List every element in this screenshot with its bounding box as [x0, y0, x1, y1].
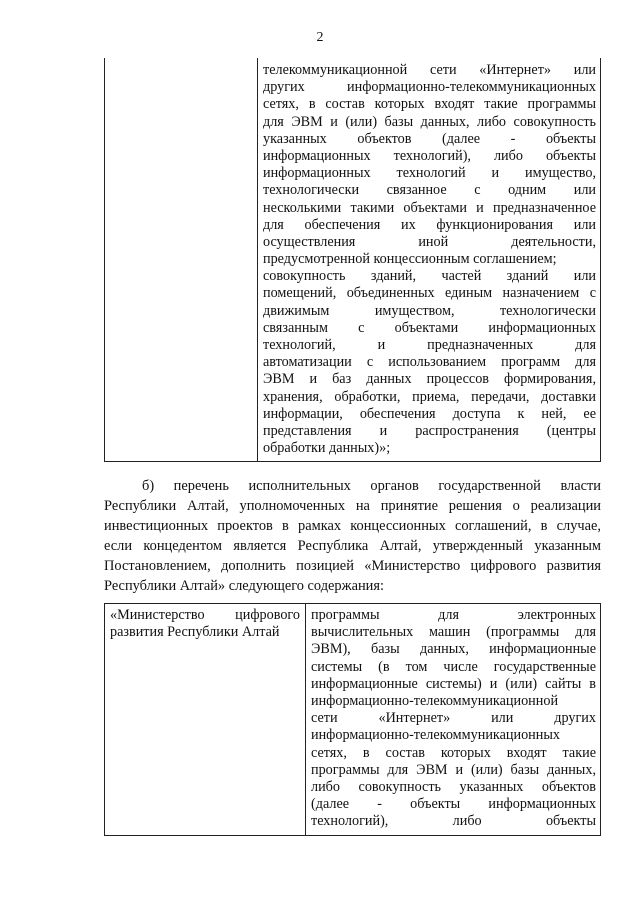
paragraph-line: Республики Алтай, уполномоченных на принятие решения о реализации — [104, 498, 601, 514]
table-text-line: для ЭВМ и (или) базы данных, либо совокупность — [263, 113, 596, 130]
table-text-line: телекоммуникационной сети «Интернет» или — [263, 62, 596, 78]
objects-line: программы для ЭВМ и (или) базы данных, — [311, 761, 596, 778]
amendment-paragraph — [104, 476, 601, 596]
table-text-line: помещений, объединенных единым назначением с — [263, 285, 596, 302]
objects-line: вычислительных машин (программы для — [311, 624, 596, 641]
page-number: 2 — [316, 30, 324, 45]
table-column-divider — [257, 58, 258, 461]
table-cell-objects — [311, 607, 596, 830]
objects-line: ЭВМ), базы данных, информационные — [311, 641, 596, 658]
table-text-line: технологически связанное с одним или — [263, 182, 596, 199]
table-column-divider — [305, 604, 306, 835]
ministry-line: развития Республики Алтай — [110, 624, 280, 641]
paragraph-line: Республики Алтай» следующего содержания: — [104, 578, 384, 594]
paragraph-line: Постановлением, дополнить позицией «Министерство цифрового развития — [104, 558, 601, 574]
table-cell-description — [263, 62, 596, 457]
objects-line: системы (в том числе государственные — [311, 658, 596, 675]
table-text-line: представления и распространения (центры — [263, 422, 596, 439]
objects-line: сети «Интернет» или других — [311, 710, 596, 727]
table-text-line: осуществления иной деятельности, — [263, 233, 596, 250]
table-text-line: информационных технологий и имущество, — [263, 165, 596, 182]
paragraph-line: если концедентом является Республика Алтай, утвержденный указанным — [104, 538, 601, 554]
ministry-line: «Министерство цифрового — [110, 607, 300, 623]
table-text-line: для обеспечения их функционирования или — [263, 216, 596, 233]
table-text-line: совокупность зданий, частей зданий или — [263, 268, 596, 285]
table-text-line: движимым имуществом, технологически — [263, 302, 596, 319]
table-text-line: автоматизации с использованием программ для — [263, 354, 596, 371]
table-text-line: хранения, обработки, приема, передачи, доставки — [263, 388, 596, 405]
table-text-line: других информационно-телекоммуникационных — [263, 79, 596, 96]
ministry-table — [104, 603, 601, 836]
objects-line: информационно-телекоммуникационной — [311, 692, 559, 709]
objects-line: программы для электронных — [311, 607, 596, 623]
table-text-line: несколькими такими объектами и предназначенное — [263, 199, 596, 216]
table-text-line: сетях, в состав которых входят такие программы — [263, 96, 596, 113]
table-text-line: информационных технологий), либо объекты — [263, 147, 596, 164]
table-cell-ministry — [110, 607, 300, 641]
objects-line: сетях, в состав которых входят такие — [311, 744, 596, 761]
table-text-line: связанным с объектами информационных — [263, 319, 596, 336]
table-text-line: указанных объектов (далее - объекты — [263, 130, 596, 147]
table-text-line: ЭВМ и баз данных процессов формирования, — [263, 371, 596, 388]
objects-line: технологий), либо объекты — [311, 813, 596, 830]
objects-line: (далее - объекты информационных — [311, 796, 596, 813]
table-text-line: информации, обеспечения доступа к ней, ее — [263, 405, 596, 422]
table-text-line: обработки данных)»; — [263, 440, 391, 457]
paragraph-line: инвестиционных проектов в рамках концессионных соглашений, в случае, — [104, 518, 601, 534]
table-text-line: технологий, и предназначенных для — [263, 337, 596, 353]
objects-line: либо совокупность указанных объектов — [311, 778, 596, 795]
table-continued — [104, 58, 601, 462]
table-text-line: предусмотренной концессионным соглашением; — [263, 251, 557, 268]
objects-line: информационно-телекоммуникационных — [311, 727, 560, 744]
paragraph-line: б) перечень исполнительных органов государственной власти — [142, 478, 601, 494]
objects-line: информационные системы) и (или) сайты в — [311, 675, 596, 692]
